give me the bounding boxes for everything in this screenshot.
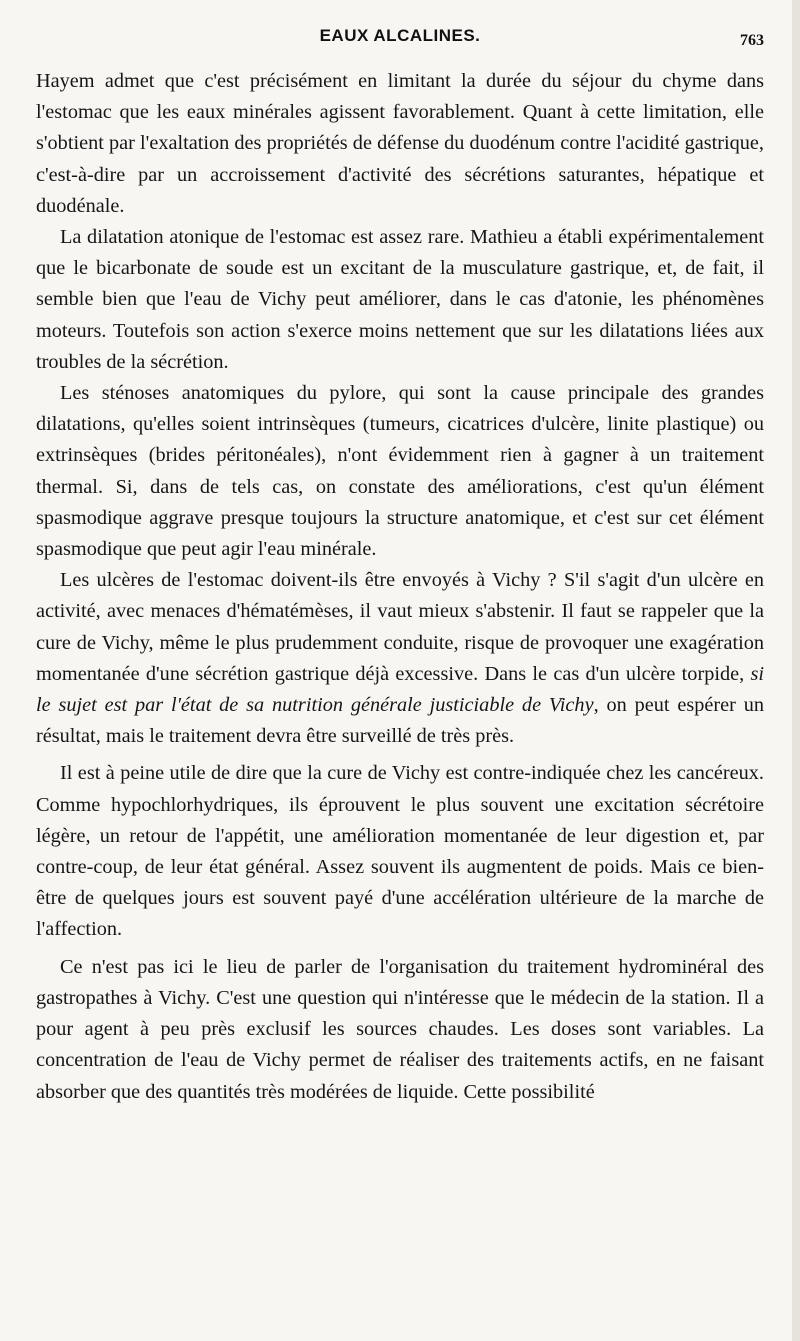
- paragraph-stenoses: Les sténoses anatomiques du pylore, qui sont la cause principale des grandes dilatations, qu'elles soient intrinsèques (tumeurs, cicatrices d'ulcère, linite plastique) ou extrinsèques (brides péritonéales), n'ont évidemment rien à gagner à un traitement thermal. Si, dans de tels cas, on constate des améliorations, c'est qu'un élément spasmodique aggrave presque toujours la structure anatomique, et c'est sur cet élément spasmodique que peut agir l'eau minérale.: [36, 382, 764, 561]
- paragraph-organisation: Ce n'est pas ici le lieu de parler de l'organisation du traitement hydrominéral des gastropathes à Vichy. C'est une question qui n'intéresse que le médecin de la station. Il a pour agent à peu près exclusif les sources chaudes. Les doses sont variables. La concentration de l'eau de Vichy permet de réaliser des traitements actifs, en ne faisant absorber que des quantités très modérées de liquide. Cette possibilité: [36, 955, 764, 1103]
- paragraph-hayem: Hayem admet que c'est précisément en limitant la durée du séjour du chyme dans l'estomac que les eaux minérales agissent favorablement. Quant à cette limitation, elle s'obtient par l'exaltation des propriétés de défense du duodénum contre l'acidité gastrique, c'est-à-dire par un accroissement d'activité des sécrétions saturantes, hépatique et duodénale.: [36, 70, 764, 217]
- running-head: [36, 22, 764, 52]
- page-number: 763: [740, 32, 764, 49]
- paragraph-ulceres-italic: si le sujet est par l'état de sa nutrition générale justiciable de Vichy: [36, 662, 764, 717]
- body-text: [36, 66, 764, 1108]
- paragraph-ulceres: [36, 565, 764, 752]
- paragraph-ulceres-end: , on peut espérer un résultat, mais le traitement devra être surveillé de très près.: [36, 694, 764, 748]
- paragraph-dilatation-atonique: La dilatation atonique de l'estomac est assez rare. Mathieu a établi expérimentalement que le bicarbonate de soude est un excitant de la musculature gastrique, et, de fait, il semble bien que l'eau de Vichy peut améliorer, dans le cas d'atonie, les phénomènes moteurs. Toutefois son action s'exerce moins nettement que sur les dilatations liées aux troubles de la sécrétion.: [36, 226, 764, 373]
- paragraph-ulceres-text: Les ulcères de l'estomac doivent-ils être envoyés à Vichy ? S'il s'agit d'un ulcère en activité, avec menaces d'hématémèses, il vaut mieux s'abstenir. Il faut se rappeler que la cure de Vichy, même le plus prudemment conduite, risque de provoquer une exagération momentanée d'une sécrétion gastrique déjà excessive. Dans le cas d'un ulcère torpide,: [36, 569, 764, 685]
- running-title: EAUX ALCALINES.: [319, 26, 481, 45]
- paragraph-cancereux: Il est à peine utile de dire que la cure de Vichy est contre-indiquée chez les cancéreux. Comme hypochlorhydriques, ils éprouvent le plus souvent une excitation sécrétoire légère, un retour de l'appétit, une amélioration momentanée de leur digestion et, par contre-coup, de leur état général. Assez souvent ils augmentent de poids. Mais ce bien-être de quelques jours est souvent payé d'une accélération ultérieure de la marche de l'affection.: [36, 762, 764, 941]
